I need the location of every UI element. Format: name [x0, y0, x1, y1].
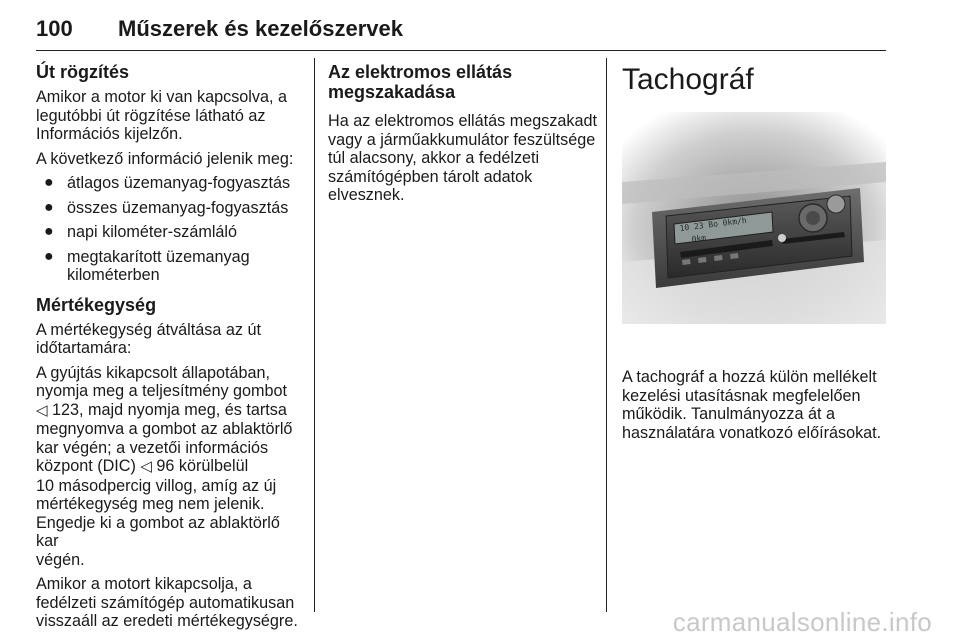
unit-text-b: 123, majd nyomja meg, és tartsa megnyomva a gombot az ablaktörlő kar végén; a vezetői információs központ (DIC) [36, 400, 293, 475]
power-interruption-paragraph: Ha az elektromos ellátás megszakadt vagy a járműakkumulátor feszültsége túl alacsony, akkor a fedélzeti számítógépben tárolt adatok elvesznek. [328, 112, 598, 204]
list-item [36, 199, 306, 218]
trip-info-list [36, 174, 306, 285]
list-item-text: átlagos üzemanyag-fogyasztás [67, 174, 291, 192]
chapter-title: Műszerek és kezelőszervek [118, 16, 403, 41]
list-item-text: megtakarított üzemanyag kilométerben [67, 247, 250, 284]
unit-paragraph-1: A mértékegység átváltása az út időtartamára: [36, 320, 261, 357]
page-ref-icon: ◁ [140, 458, 152, 475]
unit-paragraph-2 [36, 364, 306, 570]
tachograph-display-line-1: 10 23 Bo 0km/h [679, 215, 748, 233]
list-item [36, 248, 306, 285]
unit-text-c: 96 körülbelül 10 másodpercig villog, amíg az új mértékegység meg nem jelenik. Engedje ki a gombot az ablaktörlő kar végén. [36, 457, 280, 569]
list-item [36, 174, 306, 193]
trip-record-heading: Út rögzítés [36, 62, 130, 82]
trip-record-paragraph: Amikor a motor ki van kapcsolva, a legutóbbi út rögzítése látható az Információs kijelzőn. [36, 88, 288, 143]
bullet-icon: ● [44, 198, 54, 216]
trip-info-intro: A következő információ jelenik meg: [36, 149, 294, 168]
bullet-icon: ● [44, 247, 54, 265]
watermark: carmanualsonline.info [672, 607, 932, 637]
column-trip-record [36, 62, 306, 637]
column-divider [314, 58, 315, 612]
tachograph-paragraph: A tachográf a hozzá külön mellékelt kezelési utasításnak megfelelően működik. Tanulmányozza át a használatára vonatkozó előírásokat. [622, 368, 882, 442]
tachograph-photo [622, 112, 886, 324]
page-number: 100 [36, 16, 73, 41]
page-header [36, 0, 886, 51]
page-ref-icon: ◁ [36, 401, 48, 419]
list-item [36, 223, 306, 242]
tachograph-title: Tachográf [622, 63, 754, 96]
unit-text-a: A gyújtás kikapcsolt állapotában, nyomja meg a teljesítmény gombot [36, 363, 288, 400]
list-item-text: összes üzemanyag-fogyasztás [67, 198, 289, 217]
list-item-text: napi kilométer-számláló [67, 223, 238, 241]
column-tachograph [622, 62, 892, 448]
power-interruption-heading: Az elektromos ellátás megszakadása [328, 62, 513, 102]
unit-paragraph-3: Amikor a motort kikapcsolja, a fedélzeti számítógép automatikusan visszaáll az eredeti mértékegységre. [36, 575, 298, 630]
bullet-icon: ● [44, 223, 54, 240]
bullet-icon: ● [44, 174, 54, 191]
column-power-interruption [328, 62, 598, 211]
unit-heading: Mértékegység [36, 294, 157, 315]
tachograph-display-line-2: 0km [691, 233, 707, 244]
column-divider [606, 58, 607, 612]
